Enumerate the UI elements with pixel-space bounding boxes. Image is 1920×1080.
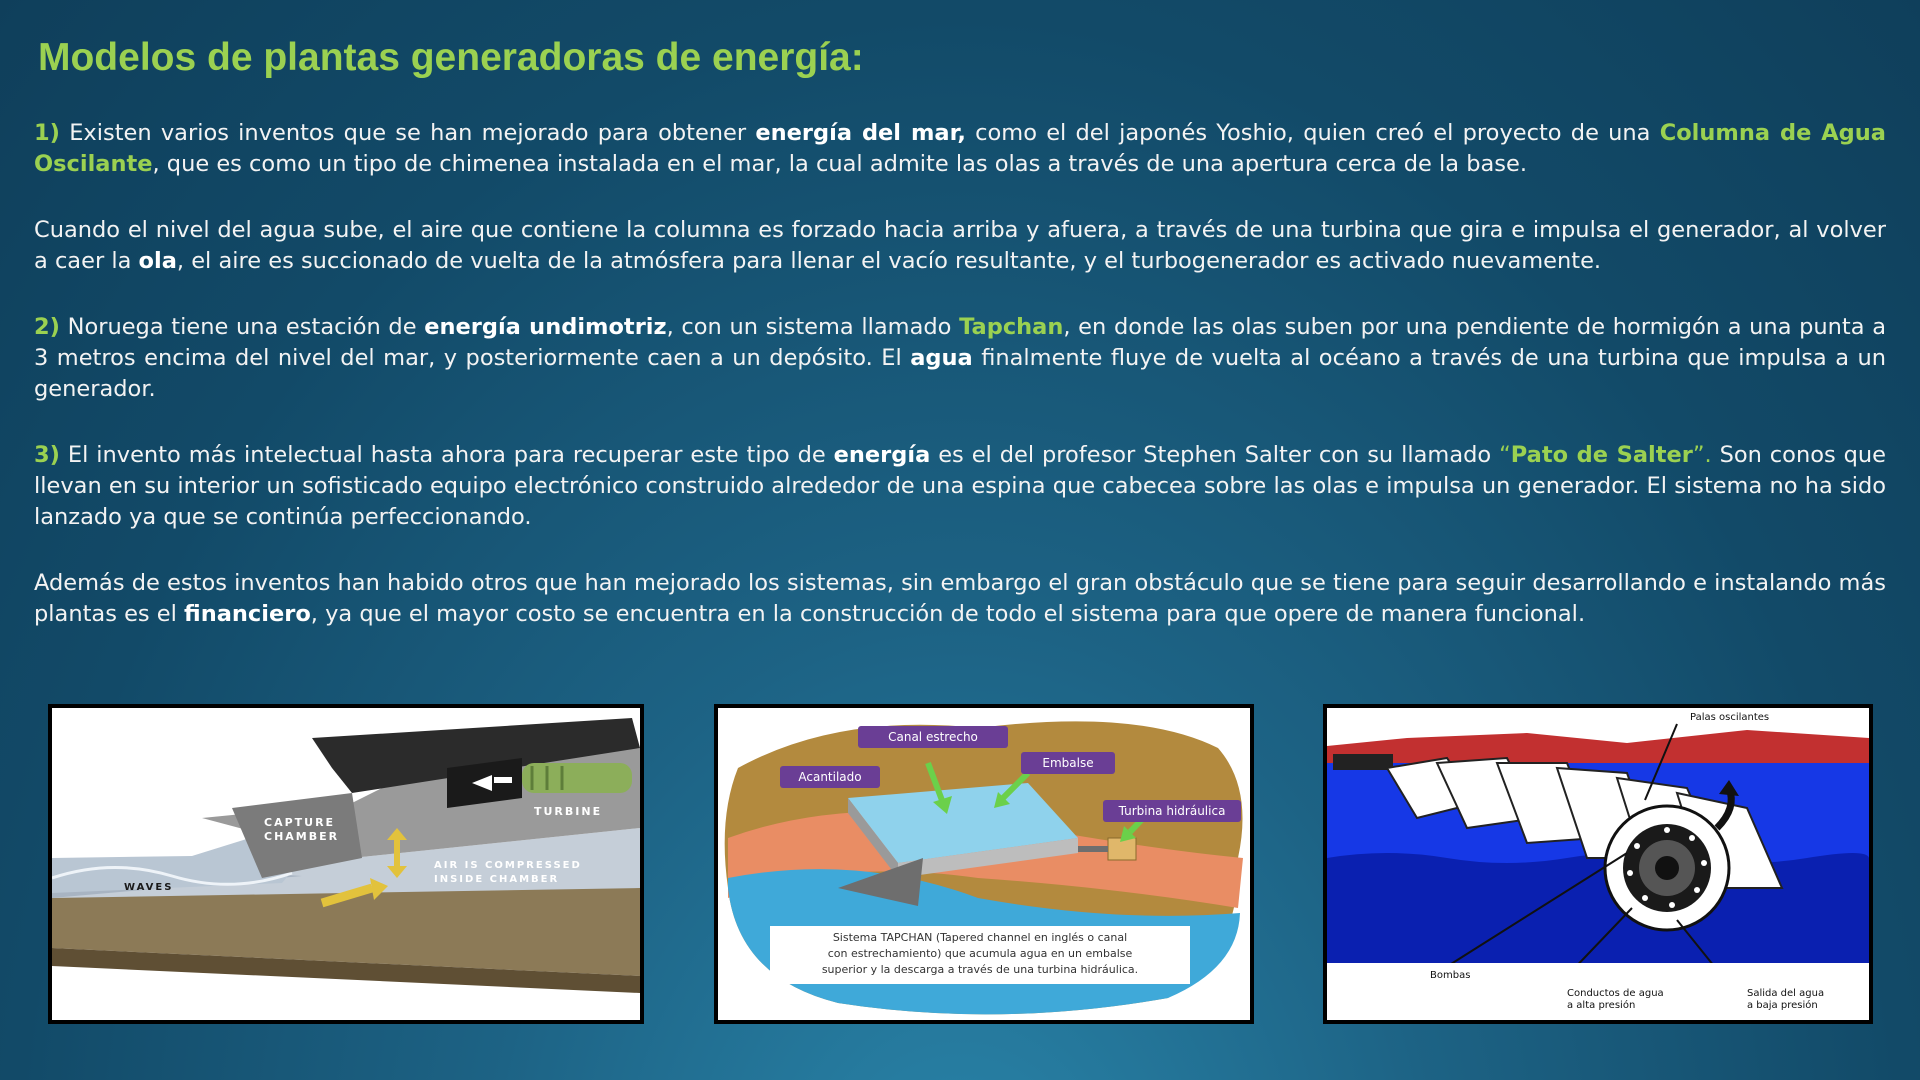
list-number: 3) [34, 442, 60, 468]
air-compressed-label: AIR IS COMPRESSED [434, 860, 582, 871]
text: Cuando el nivel del agua sube, el aire que contiene la columna es forzado hacia arriba y afuera, a través de una turbina que gira e impulsa el generador, al volver a caer la [34, 217, 1886, 274]
tapchan-caption-line-1: Sistema TAPCHAN (Tapered channel en inglés o canal [832, 931, 1128, 944]
conductos-label-2: a alta presión [1567, 1000, 1636, 1011]
text: Noruega tiene una estación de [59, 314, 425, 340]
conductos-label-1: Conductos de agua [1567, 988, 1664, 999]
tapchan-illustration [718, 708, 1250, 1020]
bold-text: energía [833, 442, 931, 468]
text: Existen varios inventos que se han mejorado para obtener [59, 120, 756, 146]
acantilado-label: Acantilado [798, 770, 862, 784]
bold-text: energía del mar, [755, 120, 966, 146]
turbine-label: TURBINE [534, 805, 603, 818]
text: , que es como un tipo de chimenea instalada en el mar, la cual admite las olas a través de una apertura cerca de la base. [152, 151, 1528, 177]
text: Son conos que llevan en su interior un sofisticado equipo electrónico construido alrededor de una espina que cabecea sobre las olas e impulsa un generador. El sistema no ha sido lanzado ya que se continúa perfeccionando. [34, 442, 1886, 530]
paragraph-1 [34, 118, 1886, 180]
bombas-label: Bombas [1430, 970, 1471, 981]
bold-text: energía undimotriz [424, 314, 667, 340]
text: , en donde las olas suben por una pendiente de hormigón a una punta a 3 metros encima del nivel del mar, y posteriormente caen a un depósito. El [34, 314, 1886, 371]
salter-duck-illustration [1327, 708, 1869, 1020]
embalse-label: Embalse [1042, 756, 1094, 770]
figure-tapchan [714, 704, 1254, 1024]
highlight-text: Columna de Agua Oscilante [34, 120, 1886, 177]
slide-body [34, 118, 1886, 665]
salida-label-1: Salida del agua [1747, 988, 1825, 999]
text: , ya que el mayor costo se encuentra en la construcción de todo el sistema para que opere de manera funcional. [310, 601, 1586, 627]
slide-title: Modelos de plantas generadoras de energía: [38, 36, 864, 79]
turbina-label: Turbina hidráulica [1118, 804, 1226, 818]
text: como el del japonés Yoshio, quien creó el proyecto de una [965, 120, 1660, 146]
paragraph-5 [34, 568, 1886, 630]
tapchan-caption-line-3: superior y la descarga a través de una turbina hidráulica. [821, 963, 1139, 976]
bold-text: ola [138, 248, 177, 274]
capture-label: CAPTURE [264, 816, 336, 829]
quote-mark: ”. [1692, 442, 1712, 468]
paragraph-2 [34, 215, 1886, 277]
text: , con un sistema llamado [666, 314, 960, 340]
figure-oscillating-water-column [48, 704, 644, 1024]
highlight-text: Tapchan [959, 314, 1064, 340]
owc-illustration [52, 708, 640, 1020]
text: El invento más intelectual hasta ahora para recuperar este tipo de [59, 442, 834, 468]
chamber-label: CHAMBER [264, 830, 340, 843]
text: Además de estos inventos han habido otros que han mejorado los sistemas, sin embargo el gran obstáculo que se tiene para seguir desarrollando e instalando más plantas es el [34, 570, 1886, 627]
list-number: 2) [34, 314, 60, 340]
text: finalmente fluye de vuelta al océano a través de una turbina que impulsa a un generador. [34, 345, 1886, 402]
text: , el aire es succionado de vuelta de la atmósfera para llenar el vacío resultante, y el turbogenerador es activado nuevamente. [176, 248, 1602, 274]
waves-label: WAVES [124, 882, 174, 893]
bold-text: financiero [184, 601, 311, 627]
tapchan-caption-line-2: con estrechamiento) que acumula agua en un embalse [827, 947, 1133, 960]
bold-text: agua [910, 345, 973, 371]
canal-estrecho-label: Canal estrecho [888, 730, 978, 744]
quote-mark: “ [1499, 442, 1511, 468]
inside-chamber-label: INSIDE CHAMBER [434, 874, 560, 885]
highlight-text: Pato de Salter [1510, 442, 1693, 468]
paragraph-4 [34, 440, 1886, 533]
paragraph-3 [34, 312, 1886, 405]
text: es el del profesor Stephen Salter con su llamado [930, 442, 1500, 468]
salida-label-2: a baja presión [1747, 1000, 1818, 1011]
palas-oscilantes-label: Palas oscilantes [1690, 712, 1770, 723]
figure-salter-duck [1323, 704, 1873, 1024]
list-number: 1) [34, 120, 60, 146]
